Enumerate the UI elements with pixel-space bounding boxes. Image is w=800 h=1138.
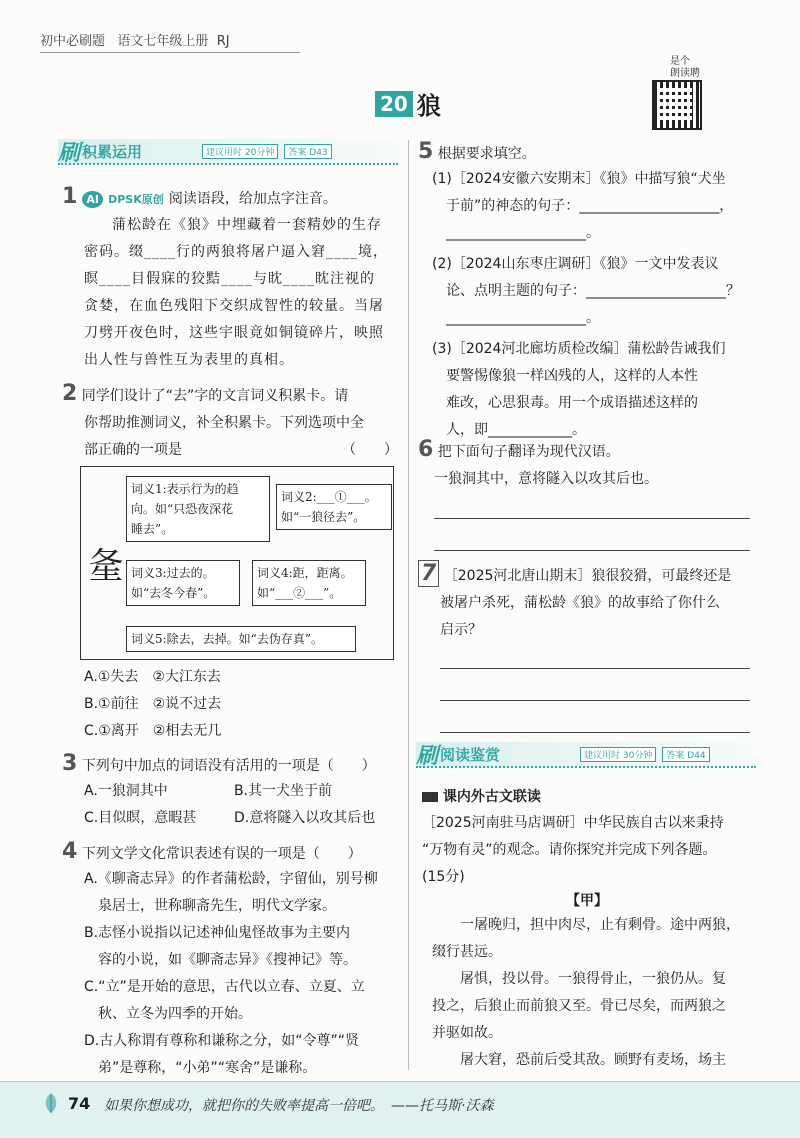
question-number: 6 [418, 437, 434, 462]
lesson-number: 20 [375, 91, 413, 117]
meaning-card-3: 词义3:过去的。 如“去冬今春”。 [126, 560, 240, 606]
answer-line[interactable] [434, 550, 750, 551]
question-number: 1 [62, 184, 78, 209]
question-6: 6 把下面句子翻译为现代汉语。 [418, 437, 620, 462]
ancient-glyph-qu: 㚅 [88, 546, 125, 587]
option-c[interactable]: C.“立”是开始的意思，古代以立春、立夏、立 [84, 979, 365, 995]
fill-blank[interactable]: 论、点明主题的句子：____________________？ [432, 283, 740, 299]
question-5: 5 根据要求填空。 [418, 139, 536, 164]
q4-options: A.《聊斋志异》的作者蒲松龄，字留仙，别号柳 泉居士，世称聊斋先生，明代文学家。 B.志怪小说指以记述神仙鬼怪故事为主要内 容的小说，如《聊斋志异》《搜神记》等。 C.“立”是开始的意思，古代以立春、立夏、立 秋、立冬为四季的开始。 D.古人称谓有尊称和谦称之分，如“令尊”“贤 弟”是尊称，“小弟”“寒舍”是谦称。 [84, 866, 402, 1082]
section-banner-reading [416, 742, 756, 768]
running-header [40, 30, 230, 49]
section-banner-accumulate [58, 139, 398, 165]
lesson-title-block [375, 86, 441, 121]
question-3: 3 下列句中加点的词语没有活用的一项是（ ） [62, 751, 376, 776]
question-1-header [62, 184, 337, 213]
part-heading: 课内外古文联读 [422, 786, 541, 806]
option-b[interactable]: B.其一犬坐于前 [234, 783, 333, 799]
option-a[interactable]: A.《聊斋志异》的作者蒲松龄，字留仙，别号柳 [84, 871, 378, 887]
suggested-time-tag: 建议用时 20分钟 [202, 144, 278, 159]
q1-passage: 蒲松龄在《狼》中埋藏着一套精妙的生存 密码。缀____行的两狼将屠户逼入窘____境， 瞑____目假寐的狡黠____与眈____眈注视的 贪婪，在血色残阳下交织成智性的较量。当屠 刀劈开夜色时，这些宇眼竟如铜镜碎片，映照 出人性与兽性互为表里的真相。 [84, 217, 388, 368]
question-4: 4 下列文学文化常识表述有误的一项是（ ） [62, 839, 362, 864]
q6-sentence: 一狼洞其中，意将隧入以攻其后也。 [434, 471, 658, 487]
fill-blank[interactable]: 于前”的神态的句子：____________________， [432, 198, 734, 214]
section-name: 阅读鉴赏 [440, 745, 501, 764]
page-number: 74 [68, 1094, 91, 1113]
question-number: 7 [418, 560, 439, 587]
answer-page-tag: 答案 D44 [662, 747, 709, 762]
column-divider [408, 140, 409, 1070]
header-rule [40, 52, 300, 53]
option-c[interactable]: C.①离开 ②相去无几 [84, 723, 222, 739]
meaning-card-2: 词义2:___①___。 如“一狼径去”。 [276, 484, 392, 530]
question-number: 5 [418, 139, 434, 164]
passage-label-jia: 【甲】 [566, 893, 608, 909]
meaning-card-1: 词义1:表示行为的趋 向。如“只恐夜深花 睡去”。 [126, 476, 270, 542]
book-name: 初中必刷题 [40, 34, 106, 49]
question-number: 2 [62, 381, 78, 406]
meaning-card-5: 词义5:除去，去掉。如“去伪存真”。 [126, 626, 356, 652]
question-prompt: 阅读语段，给加点字注音。 [168, 191, 337, 207]
option-b[interactable]: B.志怪小说指以记述神仙鬼怪故事为主要内 [84, 925, 351, 941]
option-c[interactable]: C.目似瞑，意暇甚 [84, 810, 197, 826]
question-7: 7 ［2025河北唐山期末］狼很狡猾，可最终还是 被屠户杀死，蒲松龄《狼》的故事给了你什么 启示？ [418, 560, 758, 644]
ai-icon: AI [82, 191, 103, 208]
edition-tag: RJ [216, 34, 230, 49]
question-number: 3 [62, 751, 78, 776]
q2-options [84, 664, 221, 745]
fill-blank[interactable]: ____________________。 [432, 225, 600, 241]
footer-quote: 如果你想成功，就把你的失败率提高一倍吧。 ——托马斯·沃森 [104, 1098, 494, 1114]
origin-badge: DPSK原创 [108, 193, 164, 206]
answer-line[interactable] [440, 668, 750, 669]
answer-line[interactable] [440, 732, 750, 733]
option-d[interactable]: D.古人称谓有尊称和谦称之分，如“令尊”“贤 [84, 1033, 359, 1049]
part-intro: ［2025河南驻马店调研］中华民族自古以来秉持 “万物有灵”的观念。请你探究并完成下列各题。 (15分) [422, 815, 724, 885]
qr-code-pattern [658, 86, 692, 120]
qr-label: 是个 朗读聘 [670, 56, 700, 79]
option-a[interactable]: A.①失去 ②大江东去 [84, 669, 221, 685]
q5-items: (1)［2024安徽六安期末］《狼》中描写狼“犬坐 于前”的神态的句子：____________________， ____________________。 (2)［2024山东枣庄调研］《狼》一文中发表议 论、点明主题的句子：____________________？ ____________________。 (3)［2024河北廊坊质检改编］蒲松龄告诫我们 要警惕像狼一样凶残的人，这样的人本性 难改，心思狠毒。用一个成语描述这样的 人，即____________。 [432, 166, 762, 444]
part-heading-icon [422, 792, 438, 802]
section-mark: 刷 [58, 140, 81, 166]
section-name: 积累运用 [82, 142, 143, 161]
subject-name: 语文七年级上册 [117, 34, 209, 49]
answer-line[interactable] [434, 518, 750, 519]
q3-options [84, 778, 394, 832]
classical-passage: 一屠晚归，担中肉尽，止有剩骨。途中两狼， 缀行甚远。 屠惧，投以骨。一狼得骨止，一狼仍从。复 投之，后狼止而前狼又至。骨已尽矣，而两狼之 并驱如故。 屠大窘，恐前后受其敌。顾野有麦场，场主 [432, 917, 740, 1068]
option-d[interactable]: D.意将隧入以攻其后也 [234, 810, 376, 826]
fill-blank[interactable]: ____________________。 [432, 310, 600, 326]
question-number: 4 [62, 839, 78, 864]
fill-blank[interactable]: 人，即____________。 [432, 422, 586, 438]
answer-paren[interactable]: （ ） [342, 442, 398, 458]
answer-page-tag: 答案 D43 [284, 144, 331, 159]
question-2: 2 同学们设计了“去”字的文言词义积累卡。请 你帮助推测词义，补全积累卡。下列选项中全 部正确的一项是 （ ） [62, 380, 398, 464]
answer-line[interactable] [440, 700, 750, 701]
suggested-time-tag: 建议用时 30分钟 [580, 747, 656, 762]
meaning-card-4: 词义4:距，距离。 如“___②___”。 [252, 560, 366, 606]
section-mark: 刷 [416, 743, 439, 769]
option-b[interactable]: B.①前往 ②说不过去 [84, 696, 222, 712]
leaf-icon [42, 1092, 60, 1114]
option-a[interactable]: A.一狼洞其中 [84, 783, 168, 799]
lesson-title: 狼 [416, 92, 441, 120]
